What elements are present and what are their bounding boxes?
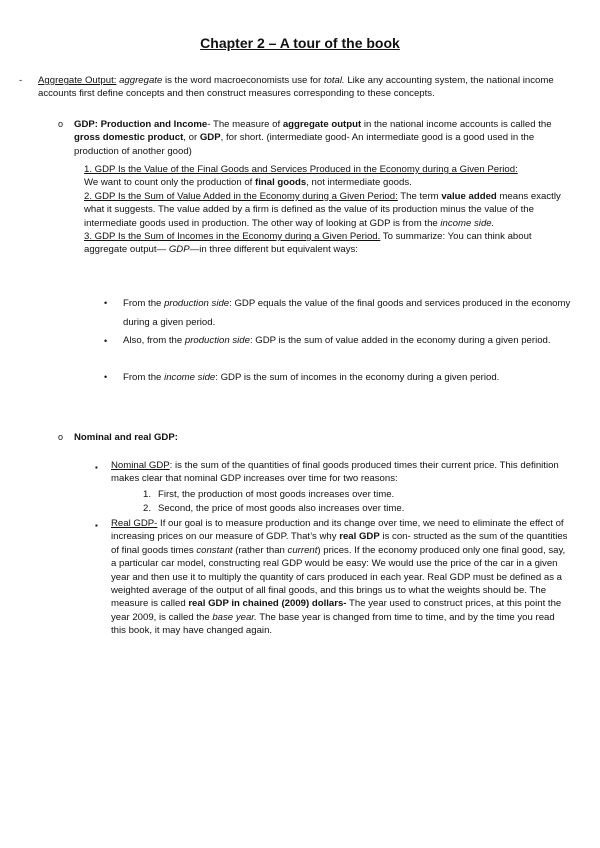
- definition-text: , not intermediate goods.: [306, 177, 412, 189]
- reason-1-number: 1.: [143, 489, 152, 500]
- real-gdp-label: Real GDP-: [111, 518, 158, 529]
- real-gdp-italic: constant: [196, 544, 233, 556]
- real-gdp-text: (rather than: [232, 544, 288, 556]
- aggregate-text-2: Like any accounting system, the national income accounts first define concepts and then construct measures corresponding to these concepts.: [38, 75, 554, 100]
- definition-bold: value added: [441, 190, 497, 202]
- list-dash: -: [19, 75, 23, 86]
- definition-italic: GDP: [168, 244, 190, 256]
- definition-1-heading: 1. GDP Is the Value of the Final Goods and Services Produced in the Economy during a Given Period:: [84, 164, 518, 175]
- real-gdp-italic: current: [287, 544, 318, 556]
- summary-italic: production side: [164, 298, 230, 309]
- summary-italic: production side: [184, 335, 250, 346]
- gdp-text: , or: [183, 132, 200, 144]
- definition-text: means exactly what it suggests. The value added by a firm is defined as the value of its production minus the value of the intermediate goods used in production. The other way of looking at GDP is from the: [84, 190, 561, 229]
- o-bullet: o: [58, 432, 64, 442]
- real-gdp-bold: real GDP in chained (2009) dollars-: [188, 598, 347, 610]
- definition-3: [84, 230, 564, 257]
- summary-item-2: [123, 331, 578, 350]
- definition-2-heading: 2. GDP Is the Sum of Value Added in the Economy during a Given Period:: [84, 190, 398, 202]
- real-gdp-text: The year used to construct prices, at this point the year 2009, is called the: [111, 598, 562, 623]
- reason-2-number: 2.: [143, 503, 152, 514]
- summary-text: From the: [123, 372, 165, 383]
- definition-3-heading: 3. GDP Is the Sum of Incomes in the Economy during a Given Period.: [84, 231, 381, 243]
- nominal-gdp-text: : is the sum of the quantities of final goods produced times their current price. This definition makes clear that nominal GDP increases over time for two reasons:: [111, 460, 559, 485]
- total-term: total.: [323, 75, 345, 86]
- summary-item-1: [123, 294, 578, 332]
- real-gdp-text: is con- structed as the sum of the quantities of final goods times: [111, 531, 568, 556]
- real-gdp-bold: real GDP: [339, 531, 380, 543]
- real-gdp-text: If our goal is to measure production and its change over time, we need to eliminate the effect of increasing prices on our measure of GDP. That’s why: [111, 518, 564, 543]
- definition-2: [84, 190, 564, 230]
- summary-text: : GDP equals the value of the final goods and services produced in the economy during a given period.: [123, 298, 571, 328]
- summary-text: From the: [123, 298, 165, 309]
- bullet-dot: •: [104, 372, 108, 382]
- definition-bold: final goods: [255, 177, 307, 189]
- definition-text: To summarize: You can think about aggregate output—: [84, 231, 532, 256]
- bullet-dot: •: [104, 336, 108, 346]
- gdp-production-paragraph: [74, 118, 564, 158]
- gdp-text: in the national income accounts is called the: [361, 119, 552, 130]
- real-gdp-text: The base year is changed from time to time, and by the time you read this book, it may have changed again.: [111, 611, 555, 637]
- gdp-text: , for short. (intermediate good- An intermediate good is a good used in the production of another good): [74, 132, 535, 157]
- square-bullet: ▪: [95, 521, 98, 530]
- reason-1: First, the production of most goods increases over time.: [158, 489, 395, 500]
- gdp-bold: aggregate output: [282, 119, 362, 130]
- summary-text: : GDP is the sum of incomes in the economy during a given period.: [215, 372, 500, 383]
- gdp-text: - The measure of: [207, 119, 283, 130]
- aggregate-text-1: is the word macroeconomists use for: [162, 75, 324, 86]
- gdp-definitions: [84, 163, 564, 257]
- o-bullet: o: [58, 119, 64, 129]
- definition-text: The term: [397, 190, 442, 202]
- aggregate-output-label: Aggregate Output:: [38, 75, 117, 86]
- nominal-gdp-label: Nominal GDP: [111, 460, 170, 471]
- nominal-gdp-paragraph: [111, 459, 571, 486]
- bullet-dot: •: [104, 298, 108, 308]
- gdp-bold: gross domestic product: [74, 132, 184, 144]
- aggregate-term: aggregate: [119, 75, 163, 86]
- gdp-bold: GDP: [199, 132, 221, 144]
- real-gdp-text: ) prices. If the economy produced only one final good, say, a particular car model, constructing real GDP would be easy: We would use the price of the car in a given year and then use it to multiply the quantity of cars produced in each year. Real GDP must be defined as a weighted average of the output of all final goods, and this brings us to what the weights should be. The measure is called: [111, 544, 566, 610]
- definition-text: —in three different but equivalent ways:: [189, 244, 358, 256]
- nominal-real-heading: Nominal and real GDP:: [74, 432, 178, 443]
- definition-text: We want to count only the production of: [84, 177, 256, 189]
- summary-item-3: [123, 368, 578, 387]
- aggregate-output-paragraph: [38, 74, 558, 101]
- summary-text: : GDP is the sum of value added in the economy during a given period.: [249, 335, 551, 346]
- gdp-production-heading: GDP: Production and Income: [74, 119, 208, 130]
- reason-2: Second, the price of most goods also increases over time.: [158, 503, 405, 514]
- summary-text: Also, from the: [123, 335, 185, 346]
- summary-italic: income side: [164, 372, 216, 383]
- square-bullet: ▪: [95, 463, 98, 472]
- real-gdp-paragraph: [111, 517, 571, 638]
- page-title: Chapter 2 – A tour of the book: [200, 35, 400, 51]
- definition-1: [84, 163, 564, 190]
- real-gdp-italic: base year.: [212, 611, 257, 623]
- definition-italic: income side.: [440, 217, 495, 229]
